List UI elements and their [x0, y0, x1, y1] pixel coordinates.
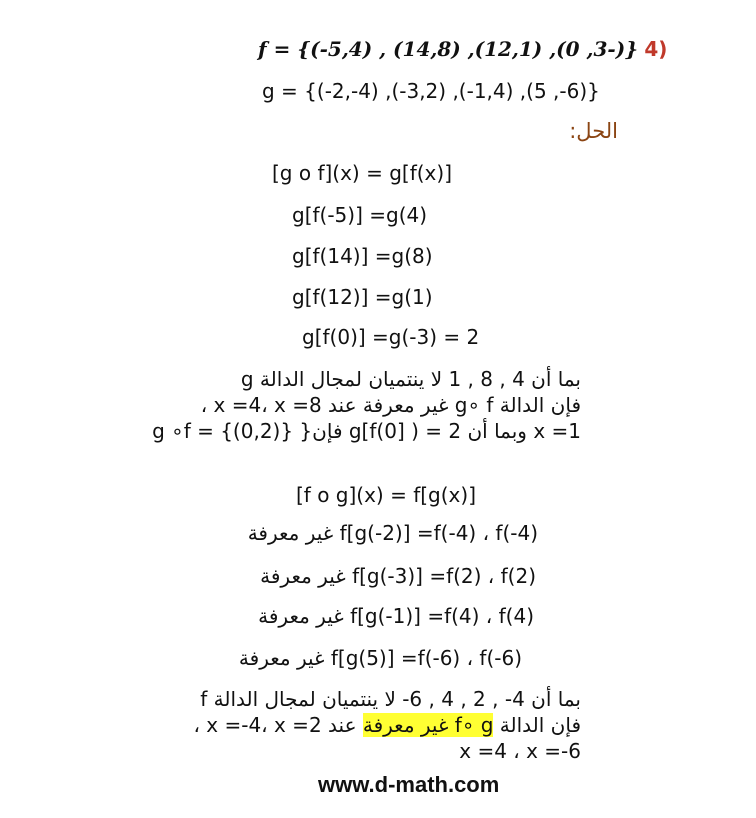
highlighted-undefined-text: f∘ g غير معرفة	[362, 713, 494, 737]
gof-formula: [g o f](x) = g[f(x)]	[272, 161, 452, 185]
gof-conclusion-2: فإن الدالة g∘ f غير معرفة عند x =4، x =8 ،	[200, 393, 581, 417]
fog-formula: [f o g](x) = f[g(x)]	[296, 483, 476, 507]
fog-step-3: f[g(-1)] =f(4) ، f(4) غير معرفة	[258, 604, 534, 628]
gof-conclusion-3: x =1 وبما أن 2 = ( [g[f(0 فإن{ g ∘f = {(0,2)}	[152, 419, 581, 443]
solution-label: الحل:	[569, 119, 618, 143]
fog-step-4: f[g(5)] =f(-6) ، f(-6) غير معرفة	[238, 646, 522, 670]
gof-step-1: g[f(-5)] =g(4)	[292, 203, 428, 227]
gof-step-3: g[f(12)] =g(1)	[292, 285, 433, 309]
gof-conclusion-1: بما أن 4 , 8 , 1 لا ينتميان لمجال الدالة g	[240, 367, 581, 391]
fog-step-1: f[g(-2)] =f(-4) ، f(-4) غير معرفة	[247, 521, 538, 545]
fog-step-2: f[g(-3)] =f(2) ، f(2) غير معرفة	[260, 564, 536, 588]
gof-step-2: g[f(14)] =g(8)	[292, 244, 433, 268]
f-definition: f = {(-5,4) , (14,8) ,(12,1) ,(0 ,3-)}	[258, 37, 639, 61]
footer-website: www.d-math.com	[318, 772, 500, 797]
problem-header	[258, 36, 667, 62]
fog-conclusion-2	[193, 712, 581, 738]
fog-conclusion-1: بما أن 4- , 2 , 4 , 6- لا ينتميان لمجال الدالة f	[200, 687, 581, 711]
fog-conclusion-3: x =4 ، x =-6	[459, 739, 581, 763]
fog-conclusion-2-suffix: عند x =-4، x =2 ،	[193, 713, 363, 737]
g-definition: g = {(-2,-4) ,(-3,2) ,(-1,4) ,(5 ,-6)}	[262, 79, 600, 103]
fog-conclusion-2-prefix: فإن الدالة	[493, 713, 581, 737]
problem-number: 4)	[644, 37, 668, 61]
g-definition-line	[262, 78, 600, 104]
gof-step-4: g[f(0)] =g(-3) = 2	[302, 325, 480, 349]
